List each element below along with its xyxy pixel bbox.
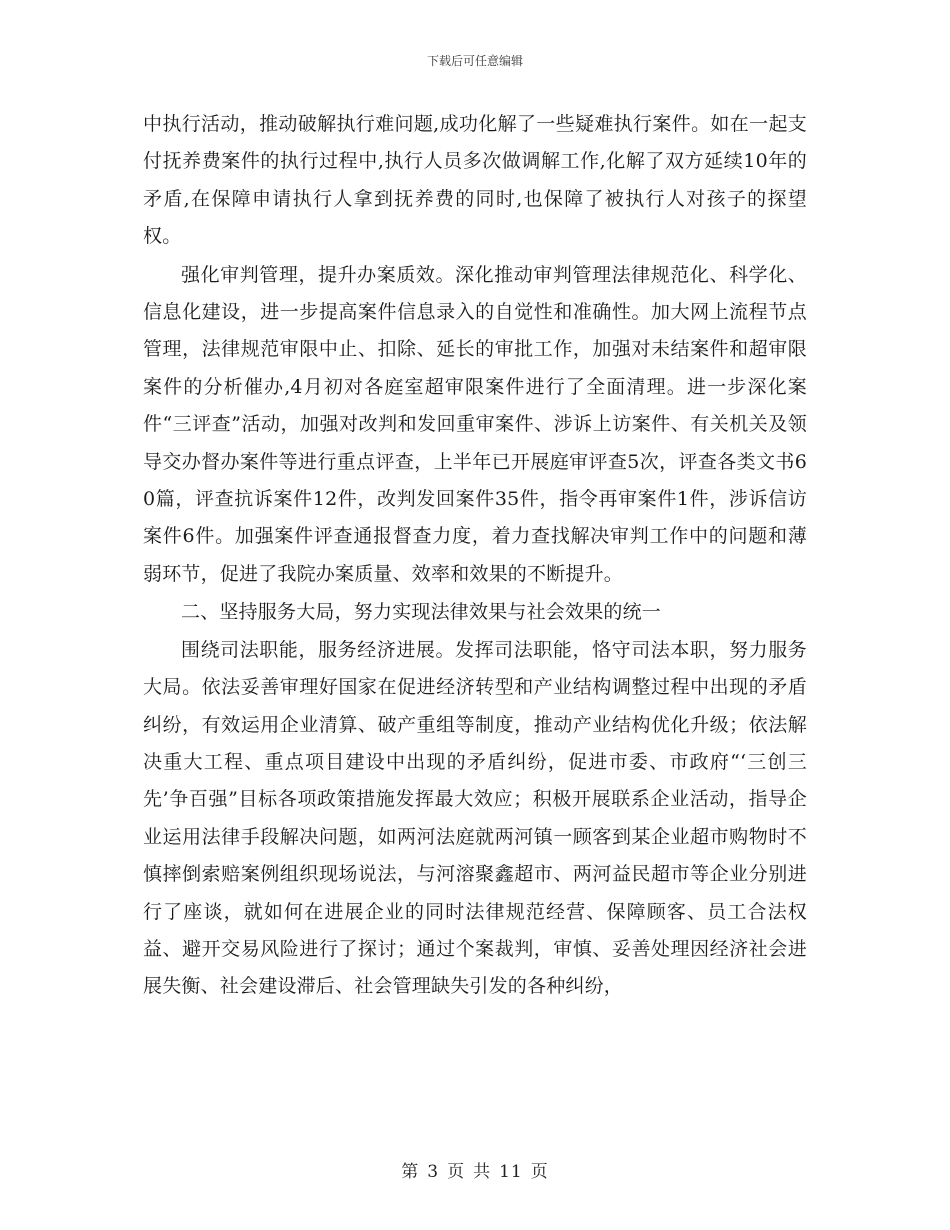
footer-suffix: 页 (530, 1162, 549, 1182)
paragraph-trial-management: 强化审判管理，提升办案质效。深化推动审判管理法律规范化、科学化、信息化建设，进一步提高案件信息录入的自觉性和准确性。加大网上流程节点管理，法律规范审限中止、扣除、延长的审批工作，加强对未结案件和超审限案件的分析催办,4月初对各庭室超审限案件进行了全面清理。进一步深化案件“三评查”活动，加强对改判和发回重审案件、涉诉上访案件、有关机关及领导交办督办案件等进行重点评查，上半年已开展庭审评查5次，评查各类文书60篇，评查抗诉案件12件，改判发回案件35件，指令再审案件1件，涉诉信访案件6件。加强案件评查通报督查力度，着力查找解决审判工作中的问题和薄弱环节，促进了我院办案质量、效率和效果的不断提升。 (143, 263, 807, 585)
footer-total-label: 共 (473, 1162, 492, 1182)
page-header: 下载后可任意编辑 (426, 54, 523, 68)
document-body (143, 106, 807, 1006)
paragraph-economic-service: 围绕司法职能，服务经济进展。发挥司法职能，恪守司法本职，努力服务大局。依法妥善审理好国家在促进经济转型和产业结构调整过程中出现的矛盾纠纷，有效运用企业清算、破产重组等制度，推动产业结构优化升级；依法解决重大工程、重点项目建设中出现的矛盾纠纷，促进市委、市政府“‘三创三先’争百强”目标各项政策措施发挥最大效应；积极开展联系企业活动，指导企业运用法律手段解决问题，如两河法庭就两河镇一顾客到某企业超市购物时不慎摔倒索赔案例组织现场说法，与河溶聚鑫超市、两河益民超市等企业分别进行了座谈，就如何在进展企业的同时法律规范经营、保障顾客、员工合法权益、避开交易风险进行了探讨；通过个案裁判，审慎、妥善处理因经济社会进展失衡、社会建设滞后、社会管理缺失引发的各种纠纷， (143, 638, 807, 998)
page-footer (0, 1157, 950, 1182)
paragraph-continued: 中执行活动，推动破解执行难问题,成功化解了一些疑难执行案件。如在一起支付抚养费案件的执行过程中,执行人员多次做调解工作,化解了双方延续10年的矛盾,在保障申请执行人拿到抚养费的同时,也保障了被执行人对孩子的探望权。 (143, 113, 807, 248)
footer-mid: 页 (447, 1162, 466, 1182)
footer-total-pages: 11 (499, 1162, 523, 1182)
footer-page-number: 3 (427, 1162, 440, 1182)
footer-prefix: 第 (401, 1162, 420, 1182)
section-heading: 二、坚持服务大局，努力实现法律效果与社会效果的统一 (181, 601, 662, 624)
